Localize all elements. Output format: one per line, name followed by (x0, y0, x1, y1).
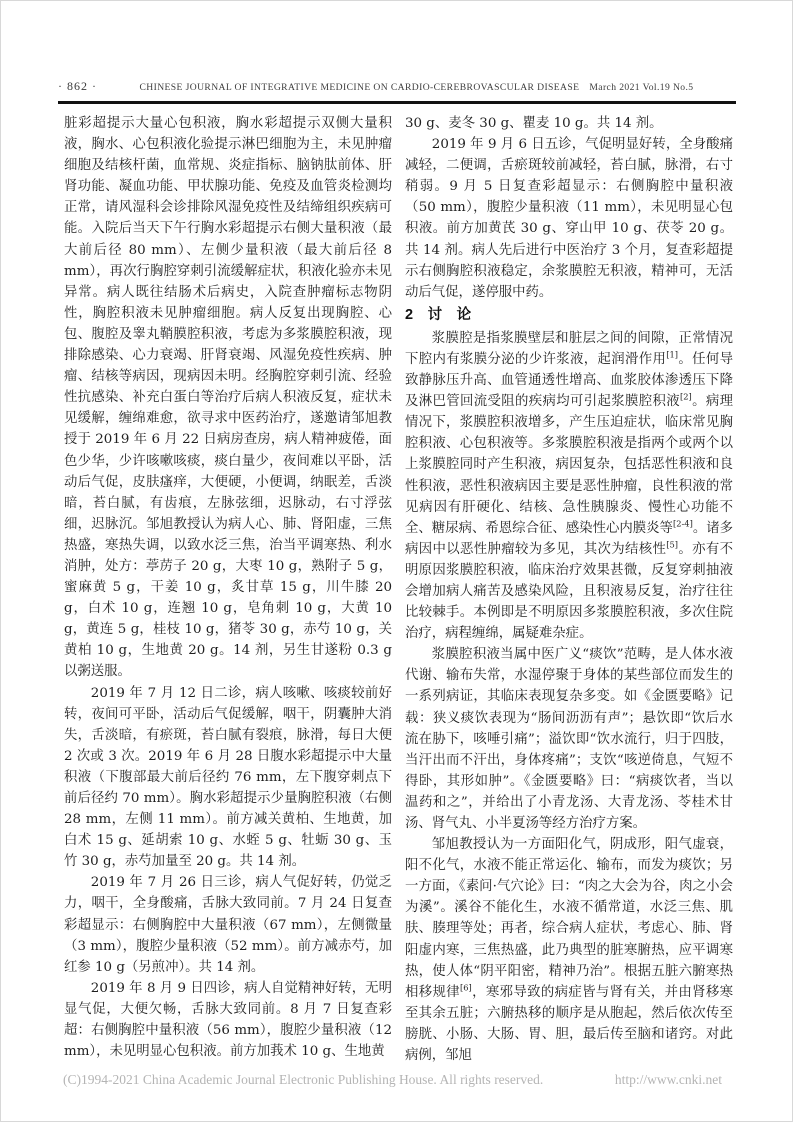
journal-title-line (97, 82, 736, 93)
paragraph: 脏彩超提示大量心包积液，胸水彩超提示双侧大量积液，胸水、心包积液化验提示淋巴细胞为主，未见肿瘤细胞及结核杆菌，血常规、炎症指标、脑钠肽前体、肝肾功能、凝血功能、甲状腺功能、免疫及血管炎检测均正常，请风湿科会诊排除风湿免疫性及结缔组织疾病可能。入院后当天下午行胸水彩超提示右侧大量积液（最大前后径 80 mm）、左侧少量积液（最大前后径 8 mm），再次行胸腔穿刺引流缓解症状，积液化验亦未见异常。病人既往结肠术后病史，入院查肿瘤标志物阴性，胸腔积液未见肿瘤细胞。病人反复出现胸腔、心包、腹腔及睾丸鞘膜腔积液，考虑为多浆膜腔积液，现排除感染、心力衰竭、肝肾衰竭、风湿免疫性疾病、肿瘤、结核等病因，现病因未明。经胸腔穿刺引流、经验性抗感染、补充白蛋白等治疗后病人积液反复，症状未见缓解，缠绵难愈，欲寻求中医药治疗，遂邀请邹旭教授于 2019 年 6 月 22 日病房查房，病人精神疲倦，面色少华，少许咳嗽咳痰，痰白量少，夜间难以平卧，活动后气促，皮肤瘙痒，大便硬，小便调，纳眠差，舌淡暗，苔白腻，有齿痕，左脉弦细，迟脉动，右寸浮弦细，迟脉沉。邹旭教授认为病人心、肺、肾阳虚，三焦热盛，寒热失调，以致水泛三焦，治当平调寒热、利水消肿，处方：葶苈子 20 g，大枣 10 g，熟附子 5 g，蜜麻黄 5 g，干姜 10 g，炙甘草 15 g，川牛膝 20 g，白术 10 g，连翘 10 g，皂角刺 10 g，大黄 10 g，黄连 5 g，桂枝 10 g，猪苓 30 g，赤芍 10 g，关黄柏 10 g，生地黄 20 g。14 剂，另生甘遂粉 0.3 g 以粥送服。 (64, 116, 392, 680)
paragraph: 浆膜腔是指浆膜壁层和脏层之间的间隙，正常情况下腔内有浆膜分泌的少许浆液，起润滑作用[1]。任何导致静脉压升高、血管通透性增高、血浆胶体渗透压下降及淋巴管回流受阻的疾病均可引起浆膜腔积液[2]。病理情况下，浆膜腔积液增多，产生压迫症状，临床常见胸腔积液、心包积液等。多浆膜腔积液是指两个或两个以上浆膜腔同时产生积液，病因复杂，包括恶性积液和良性积液，恶性积液病因主要是恶性肿瘤，良性积液的常见病因有肝硬化、结核、急性胰腺炎、慢性心功能不全、糖尿病、希恩综合征、感染性心内膜炎等[2-4]。诸多病因中以恶性肿瘤较为多见，其次为结核性[5]。亦有不明原因浆膜腔积液，临床治疗效果甚微，反复穿刺抽液会增加病人痛苦及感染风险，且积液易反复，治疗往往比较棘手。本例即是不明原因多浆膜腔积液，多次住院治疗，病程缠绵，属疑难杂症。 (405, 330, 733, 642)
page-number: · 862 · (58, 79, 97, 93)
paragraph: 2019 年 7 月 12 日二诊，病人咳嗽、咳痰较前好转，夜间可平卧，活动后气促缓解，咽干，阴囊肿大消失，舌淡暗，有瘀斑，苔白腻有裂痕，脉滑，每日大便 2 次或 3 次。2019 年 6 月 28 日腹水彩超提示中大量积液（下腹部最大前后径约 76 mm，左下腹穿刺点下前后径约 70 mm）。胸水彩超提示少量胸腔积液（右侧 28 mm，左侧 11 mm）。前方减关黄柏、生地黄，加白术 15 g、延胡索 10 g、水蛭 5 g、牡蛎 30 g、玉竹 30 g，赤芍加量至 20 g。共 14 剂。 (64, 685, 392, 870)
cnki-url: http://www.cnki.net (614, 1072, 722, 1087)
discussion-heading: 2 讨 论 (405, 306, 472, 323)
header-rule (58, 101, 736, 104)
right-column (405, 113, 733, 1067)
paragraph: 2019 年 8 月 9 日四诊，病人自觉精神好转，无明显气促，大便欠畅，舌脉大致同前。8 月 7 日复查彩超：右侧胸腔中量积液（56 mm），腹腔少量积液（12 mm），未见明显心包积液。前方加莪术 10 g、生地黄 (64, 980, 392, 1060)
paragraph: 浆膜腔积液当属中医广义“痰饮”范畴，是人体水液代谢、输布失常，水湿停聚于身体的某些部位而发生的一系列病证，其临床表现复杂多变。如《金匮要略》记载：狭义痰饮表现为“肠间沥沥有声”；悬饮即“饮后水流在胁下，咳唾引痛”；溢饮即“饮水流行，归于四肢，当汗出而不汗出，身体疼痛”；支饮“咳逆倚息，气短不得卧，其形如肿”。《金匮要略》曰：“病痰饮者，当以温药和之”，并给出了小青龙汤、大青龙汤、苓桂术甘汤、肾气丸、小半夏汤等经方治疗方案。 (405, 647, 733, 831)
journal-title: CHINESE JOURNAL OF INTEGRATIVE MEDICINE ON CARDIO-CEREBROVASCULAR DISEASE (139, 82, 580, 93)
page-footer (63, 1072, 722, 1088)
page-header (58, 79, 736, 94)
issue-info: March 2021 Vol.19 No.5 (589, 82, 694, 93)
left-column (64, 113, 392, 1067)
article-body (64, 113, 733, 1067)
paragraph: 2019 年 7 月 26 日三诊，病人气促好转，仍觉乏力，咽干，全身酸痛，舌脉大致同前。7 月 24 日复查彩超显示：右侧胸腔中大量积液（67 mm），左侧微量（3 mm），腹腔少量积液（52 mm）。前方减赤芍，加红参 10 g（另煎冲）。共 14 剂。 (64, 875, 392, 975)
paragraph: 30 g、麦冬 30 g、瞿麦 10 g。共 14 剂。 (405, 116, 663, 131)
paragraph: 2019 年 9 月 6 日五诊，气促明显好转，全身酸痛减轻，二便调，舌瘀斑较前减轻，苔白腻，脉滑，右寸稍弱。9 月 5 日复查彩超显示：右侧胸腔中量积液（50 mm），腹腔少量积液（11 mm），未见明显心包积液。前方加黄芪 30 g、穿山甲 10 g、茯苓 20 g。共 14 剂。病人先后进行中医治疗 3 个月，复查彩超提示右侧胸腔积液稳定，余浆膜腔无积液，精神可，无活动后气促，遂停服中药。 (405, 137, 733, 300)
paragraph: 邹旭教授认为一方面阳化气，阴成形，阳气虚衰，阳不化气，水液不能正常运化、输布，而发为痰饮；另一方面，《素问·气穴论》曰：“肉之大会为谷，肉之小会为溪”。溪谷不能化生，水液不循常道，水泛三焦、肌肤、腠理等处；再者，综合病人症状，考虑心、肺、肾阳虚内寒，三焦热盛，此乃典型的脏寒腑热，应平调寒热，使人体“阴平阳密，精神乃治”。根据五脏六腑寒热相移规律[6]，寒邪导致的病症皆与肾有关，并由肾移寒至其余五脏；六腑热移的顺序是从胞起，然后依次传至膀胱、小肠、大肠、胃、胆，最后传至脑和诸窍。对此病例，邹旭 (405, 837, 733, 1064)
copyright-text: (C)1994-2021 China Academic Journal Electronic Publishing House. All rights reserved. (63, 1072, 544, 1087)
